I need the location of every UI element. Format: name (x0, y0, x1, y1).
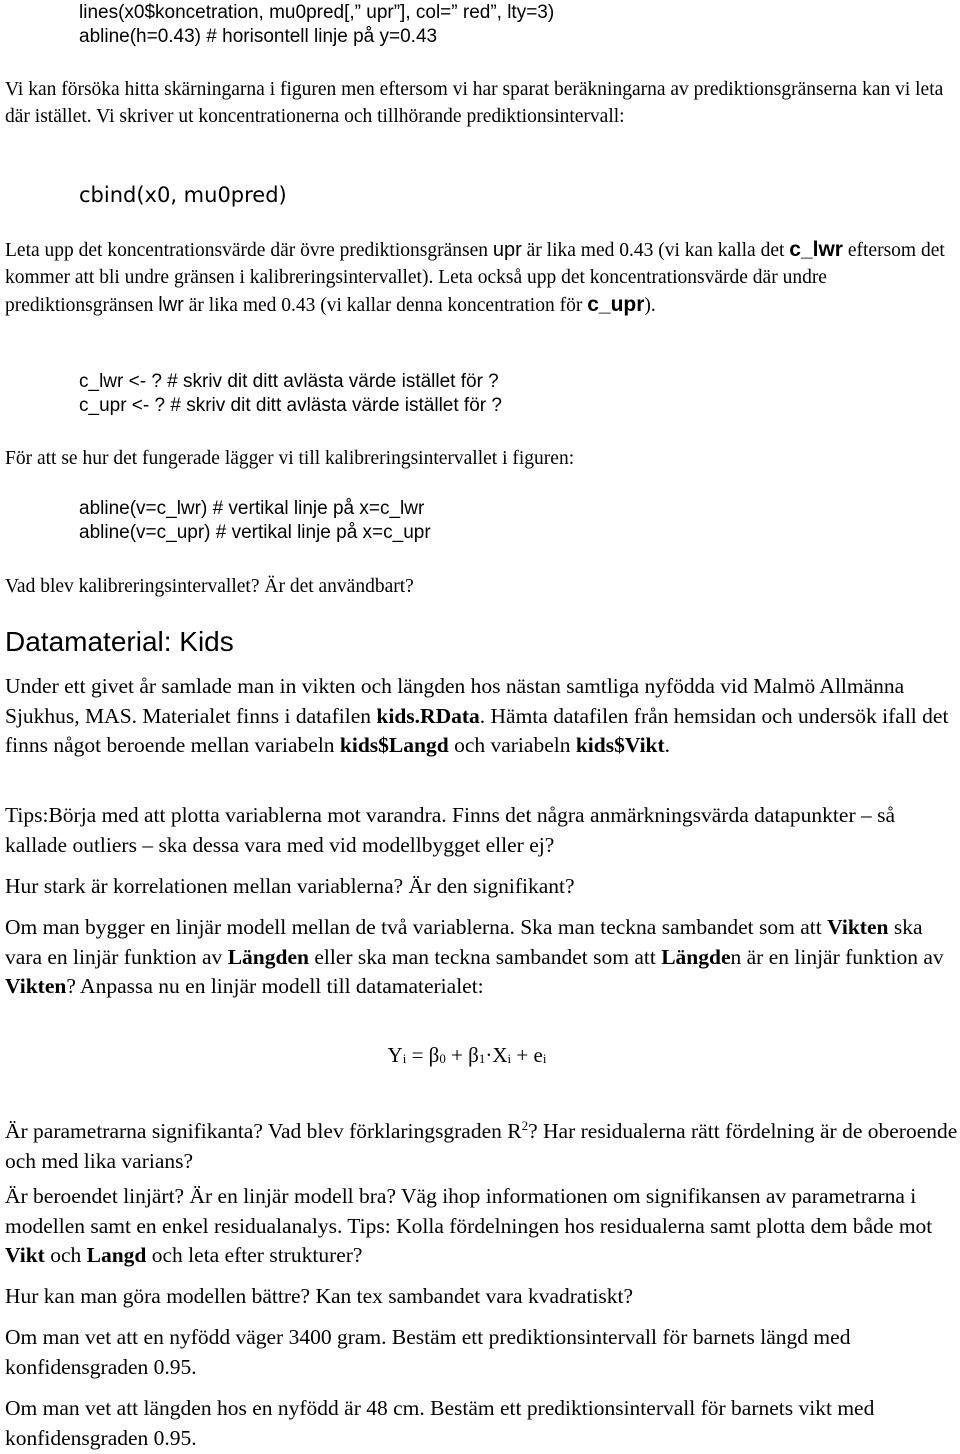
inline-code-c-upr: c_upr (587, 293, 645, 316)
code-line: abline(v=c_lwr) # vertikal linje på x=c_lwr (79, 498, 425, 519)
code-block-abline (79, 497, 431, 545)
filename: kids.RData (376, 703, 480, 728)
code-block-lines (79, 1, 554, 49)
code-line: c_lwr <- ? # skriv dit ditt avlästa värde istället för ? (79, 371, 499, 392)
section-heading: Datamaterial: Kids (5, 626, 234, 657)
code-cbind: cbind(x0, mu0pred) (79, 183, 287, 207)
variable-vikt: kids$Vikt (575, 733, 665, 757)
paragraph-predict-length: Om man vet att en nyfödd väger 3400 gram. Bestäm ett prediktionsintervall för barnets längd med konfidensgraden 0.95. (5, 1325, 851, 1379)
inline-code-upr: upr (492, 239, 522, 261)
paragraph-improve: Hur kan man göra modellen bättre? Kan tex sambandet vara kvadratiskt? (5, 1284, 634, 1308)
paragraph-question: Vad blev kalibreringsintervallet? Är det användbart? (5, 576, 414, 597)
paragraph-linearity: Är beroendet linjärt? Är en linjär modell bra? Väg ihop informationen om signifikansen av parametrarna i modellen samt en enkel residualanalys. Tips: Kolla fördelningen hos residualerna samt plotta dem både mot Vikt och Langd och leta efter strukturer? (5, 1184, 933, 1267)
code-line: c_upr <- ? # skriv dit ditt avlästa värde istället för ? (79, 395, 502, 416)
paragraph-significance: Är parametrarna signifikanta? Vad blev förklaringsgraden $R^2$? Har residualerna rätt fördelning är de oberoende och med lika varians? (5, 1118, 958, 1173)
inline-code-lwr: lwr (158, 294, 184, 316)
inline-code-c-lwr: c_lwr (789, 238, 843, 261)
code-line: abline(v=c_upr) # vertikal linje på x=c_upr (79, 522, 431, 543)
variable-langd: kids$Langd (339, 733, 449, 757)
paragraph-intro: Vi kan försöka hitta skärningarna i figuren men eftersom vi har sparat beräkningarna av prediktionsgränserna kan vi leta där istället. Vi skriver ut koncentrationerna och tillhörande prediktionsintervall: (5, 79, 944, 127)
paragraph-predict-weight: Om man vet att längden hos en nyfödd är 48 cm. Bestäm ett prediktionsintervall för barnets vikt med konfidensgraden 0.95. (5, 1396, 875, 1450)
paragraph-instructions: Leta upp det koncentrationsvärde där övre prediktionsgränsen upr är lika med 0.43 (vi kan kalla det c_lwr eftersom det kommer att bli undre gränsen i kalibreringsintervallet). Leta också upp det koncentrationsvärde där undre prediktionsgränsen lwr är lika med 0.43 (vi kallar denna koncentration för c_upr). (5, 238, 945, 316)
paragraph-figure: För att se hur det fungerade lägger vi till kalibreringsintervallet i figuren: (5, 448, 575, 469)
paragraph-kids-intro: Under ett givet år samlade man in vikten och längden hos nästan samtliga nyfödda vid Malmö Allmänna Sjukhus, MAS. Materialet finns i datafilen kids.RData. Hämta datafilen från hemsidan och undersök ifall det finns något beroende mellan variabeln kids$Langd och variabeln kids$Vikt. (5, 674, 949, 757)
code-line: abline(h=0.43) # horisontell linje på y=0.43 (79, 26, 438, 47)
code-block-assign (79, 370, 502, 418)
paragraph-correlation: Hur stark är korrelationen mellan variablerna? Är den signifikant? (5, 874, 575, 898)
regression-equation: $Y_i = \beta_0 + \beta_1\cdot X_i + e_i$ (387, 1043, 547, 1067)
paragraph-model: Om man bygger en linjär modell mellan de två variablerna. Ska man teckna sambandet som att Vikten ska vara en linjär funktion av Längden eller ska man teckna sambandet som att Längden är en linjär funktion av Vikten? Anpassa nu en linjär modell till datamaterialet: (5, 915, 944, 998)
paragraph-tips-outliers: Tips:Börja med att plotta variablerna mot varandra. Finns det några anmärkningsvärda datapunkter – så kallade outliers – ska dessa vara med vid modellbygget eller ej? (5, 803, 896, 857)
code-line: lines(x0$koncetration, mu0pred[,” upr”], col=” red”, lty=3) (79, 2, 555, 23)
